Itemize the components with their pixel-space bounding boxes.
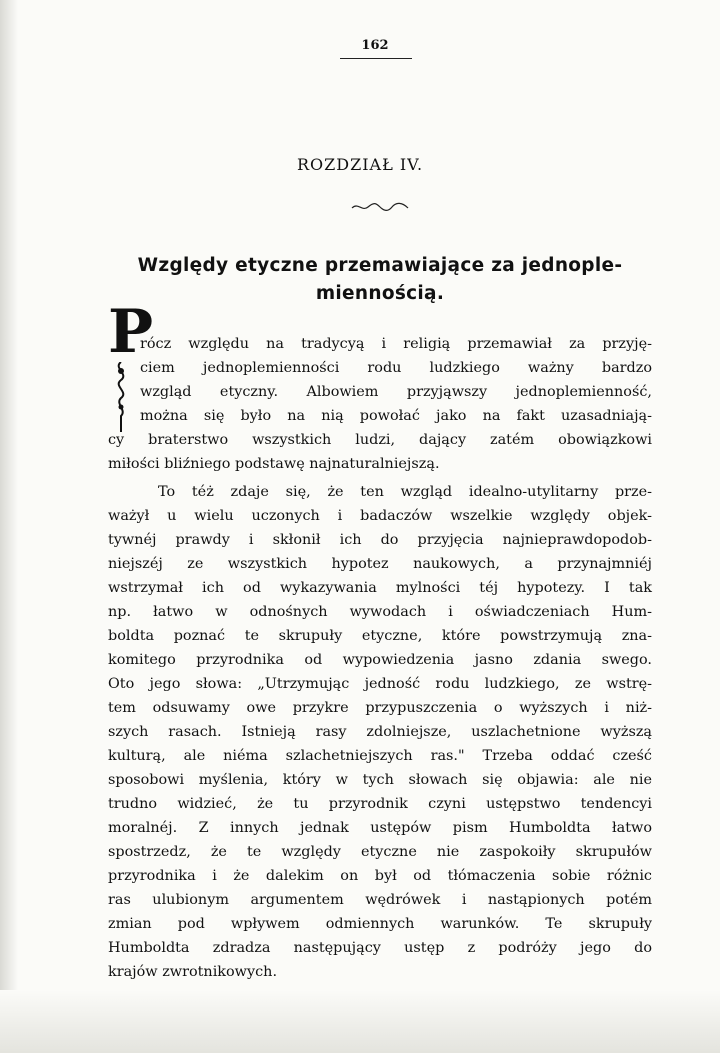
scan-edge-bottom (0, 990, 720, 1053)
text-line: boldta poznać te skrupuły etyczne, które powstrzymują zna- (108, 628, 652, 644)
text-line: tem odsuwamy owe przykre przypuszczenia o wyższych i niż- (108, 700, 652, 716)
text-line: sposobowi myślenia, który w tych słowach się objawia: ale nie (108, 772, 652, 788)
text-line: kulturą, ale niéma szlachetniejszych ras." Trzeba oddać cześć (108, 748, 652, 764)
text-line: szych rasach. Istnieją rasy zdolniejsze, uszlachetnione wyższą (108, 724, 652, 740)
text-line: miłości bliźniego podstawę najnaturalniejszą. (108, 456, 440, 472)
page-number-rule (340, 58, 412, 59)
text-line: ważył u wielu uczonych i badaczów wszelkie względy objek- (108, 508, 652, 524)
swash-ornament (350, 200, 410, 214)
floral-flourish-icon (110, 362, 132, 432)
text-line: wstrzymał ich od wykazywania mylności téj hypotezy. I tak (108, 580, 652, 596)
text-line: zmian pod wpływem odmiennych warunków. Te skrupuły (108, 916, 652, 932)
text-line: niejszéj ze wszystkich hypotez naukowych, a przynajmniéj (108, 556, 652, 572)
text-line: Humboldta zdradza następujący ustęp z podróży jego do (108, 940, 652, 956)
text-line: spostrzedz, że te względy etyczne nie zaspokoiły skrupułów (108, 844, 652, 860)
text-line: tywnéj prawdy i skłonił ich do przyjęcia najnieprawdopodob- (108, 532, 652, 548)
page-number: 162 (361, 38, 389, 53)
text-line: moralnéj. Z innych jednak ustępów pism Humboldta łatwo (108, 820, 652, 836)
text-line: trudno widzieć, że tu przyrodnik czyni ustępstwo tendencyi (108, 796, 652, 812)
text-line: krajów zwrotnikowych. (108, 964, 278, 980)
text-line: np. łatwo w odnośnych wywodach i oświadczeniach Hum- (108, 604, 652, 620)
text-line: można się było na nią powołać jako na fakt uzasadniają- (140, 408, 652, 424)
text-line: ciem jednoplemienności rodu ludzkiego ważny bardzo (140, 360, 652, 376)
text-line: rócz względu na tradycyą i religią przemawiał za przyję- (140, 336, 652, 352)
drop-cap-letter: P (108, 297, 154, 367)
text-line: przyrodnika i że dalekim on był od tłómaczenia sobie różnic (108, 868, 652, 884)
section-title (105, 252, 655, 308)
chapter-heading: ROZDZIAŁ IV. (296, 155, 424, 174)
text-line: To téż zdaje się, że ten wzgląd idealno-utylitarny prze- (158, 484, 652, 500)
text-line: cy braterstwo wszystkich ludzi, dający zatém obowiązkowi (108, 432, 652, 448)
section-title-line-2: miennością. (315, 283, 445, 304)
text-line: komitego przyrodnika od wypowiedzenia jasno zdania swego. (108, 652, 652, 668)
text-line: Oto jego słowa: „Utrzymując jedność rodu ludzkiego, ze wstrę- (108, 676, 652, 692)
drop-cap (108, 297, 154, 430)
section-title-line-1: Względy etyczne przemawiające za jednople- (137, 255, 623, 276)
text-line: ras ulubionym argumentem wędrówek i nastąpionych potém (108, 892, 652, 908)
text-line: wzgląd etyczny. Albowiem przyjąwszy jednoplemienność, (140, 384, 652, 400)
